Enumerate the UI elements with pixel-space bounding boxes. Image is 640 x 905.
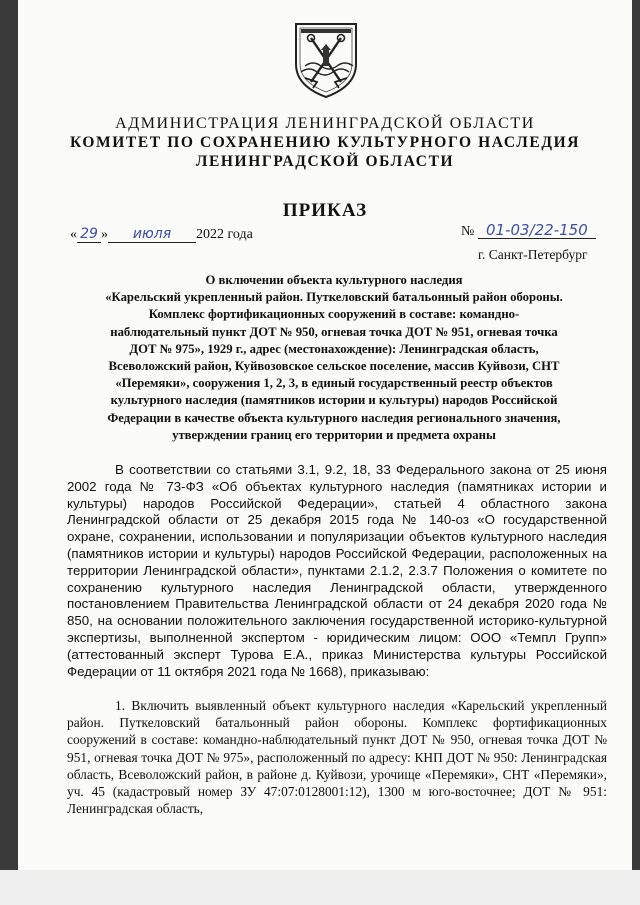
order-title: ПРИКАЗ xyxy=(282,200,368,221)
subject-line: Комплекс фортификационных сооружений в составе: командно- xyxy=(148,307,520,322)
subject-line: утверждении границ его территории и предмета охраны xyxy=(172,427,496,442)
date-close-quote: » xyxy=(101,227,108,242)
number-value: 01-03/22-150 xyxy=(478,222,596,239)
number-prefix: № xyxy=(461,224,475,239)
subject-line: «Карельский укрепленный район. Путкеловский батальонный район обороны. xyxy=(105,290,563,305)
preamble-paragraph: В соответствии со статьями 3.1, 9.2, 18, 33 Федерального закона от 25 июня 2002 года № 73-ФЗ «Об объектах культурного наследия (памятниках истории и культуры) народов Российской Федерации», статьей 4 областного закона Ленинградской области от 25 декабря 2015 года № 140-оз «О государственной охране, сохранении, использовании и популяризации объектов культурного наследия (памятников истории и культуры) народов Российской Федерации, расположенных на территории Ленинградской области», пунктами 2.1.2, 2.3.7 Положения о комитете по сохранению культурного наследия Ленинградской области, утвержденного постановлением Правительства Ленинградской области от 24 декабря 2020 года № 850, на основании положительного заключения государственной историко-культурной экспертизы, выполненной экспертом - юридическим лицом: ООО «Темпл Групп» (аттестованный эксперт Турова Е.А., приказ Министерства культуры Российской Федерации от 11 октября 2021 года № 1668), приказываю: xyxy=(67,462,607,679)
subject-line: Федерации в качестве объекта культурного наследия регионального значения, xyxy=(107,410,561,425)
subject-line: наблюдательный пункт ДОТ № 950, огневая точка ДОТ № 951, огневая точка xyxy=(110,324,558,339)
subject-line: О включении объекта культурного наследия xyxy=(205,273,463,287)
order-number xyxy=(461,222,596,240)
header-committee: КОМИТЕТ ПО СОХРАНЕНИЮ КУЛЬТУРНОГО НАСЛЕДИЯ xyxy=(69,134,581,151)
item-1-paragraph: 1. Включить выявленный объект культурного наследия «Карельский укрепленный район. Путкеловский батальонный район обороны. Комплекс фортификационных сооружений в составе: командно-наблюдательный пункт ДОТ № 950, огневая точка ДОТ № 951, огневая точка ДОТ № 975», расположенный по адресу: КНП ДОТ № 950: Ленинградская область, Всеволожский район, в районе д. Куйвози, урочище «Перемяки», СНТ «Перемяки», уч. 45 (кадастровый номер ЗУ 47:07:0128001:12), 1300 м юго-восточнее; ДОТ № 951: Ленинградская область, xyxy=(67,698,607,817)
viewer-bottom-bar xyxy=(0,870,640,905)
header-region: ЛЕНИНГРАДСКОЙ ОБЛАСТИ xyxy=(195,153,455,170)
order-date xyxy=(70,226,253,243)
subject-line: ДОТ № 975», 1929 г., адрес (местонахождение): Ленинградская область, xyxy=(129,341,539,356)
date-open-quote: « xyxy=(70,227,77,242)
subject-line: культурного наследия (памятников истории и культуры) народов Российской xyxy=(110,393,558,408)
preamble xyxy=(67,462,607,680)
date-day: 29 xyxy=(77,226,101,243)
coat-of-arms-emblem xyxy=(291,20,361,100)
date-year: 2022 года xyxy=(196,227,253,242)
document-page xyxy=(18,0,632,870)
header-administration: АДМИНИСТРАЦИЯ ЛЕНИНГРАДСКОЙ ОБЛАСТИ xyxy=(115,115,535,132)
date-month: июля xyxy=(108,226,196,243)
city: г. Санкт-Петербург xyxy=(478,247,588,262)
subject-line: «Перемяки», сооружения 1, 2, 3, в единый государственный реестр объектов xyxy=(115,376,553,391)
order-subject xyxy=(60,272,608,444)
order-item-1 xyxy=(67,697,607,817)
subject-line: Всеволожский район, Куйвозовское сельское поселение, массив Куйвози, СНТ xyxy=(108,359,560,374)
